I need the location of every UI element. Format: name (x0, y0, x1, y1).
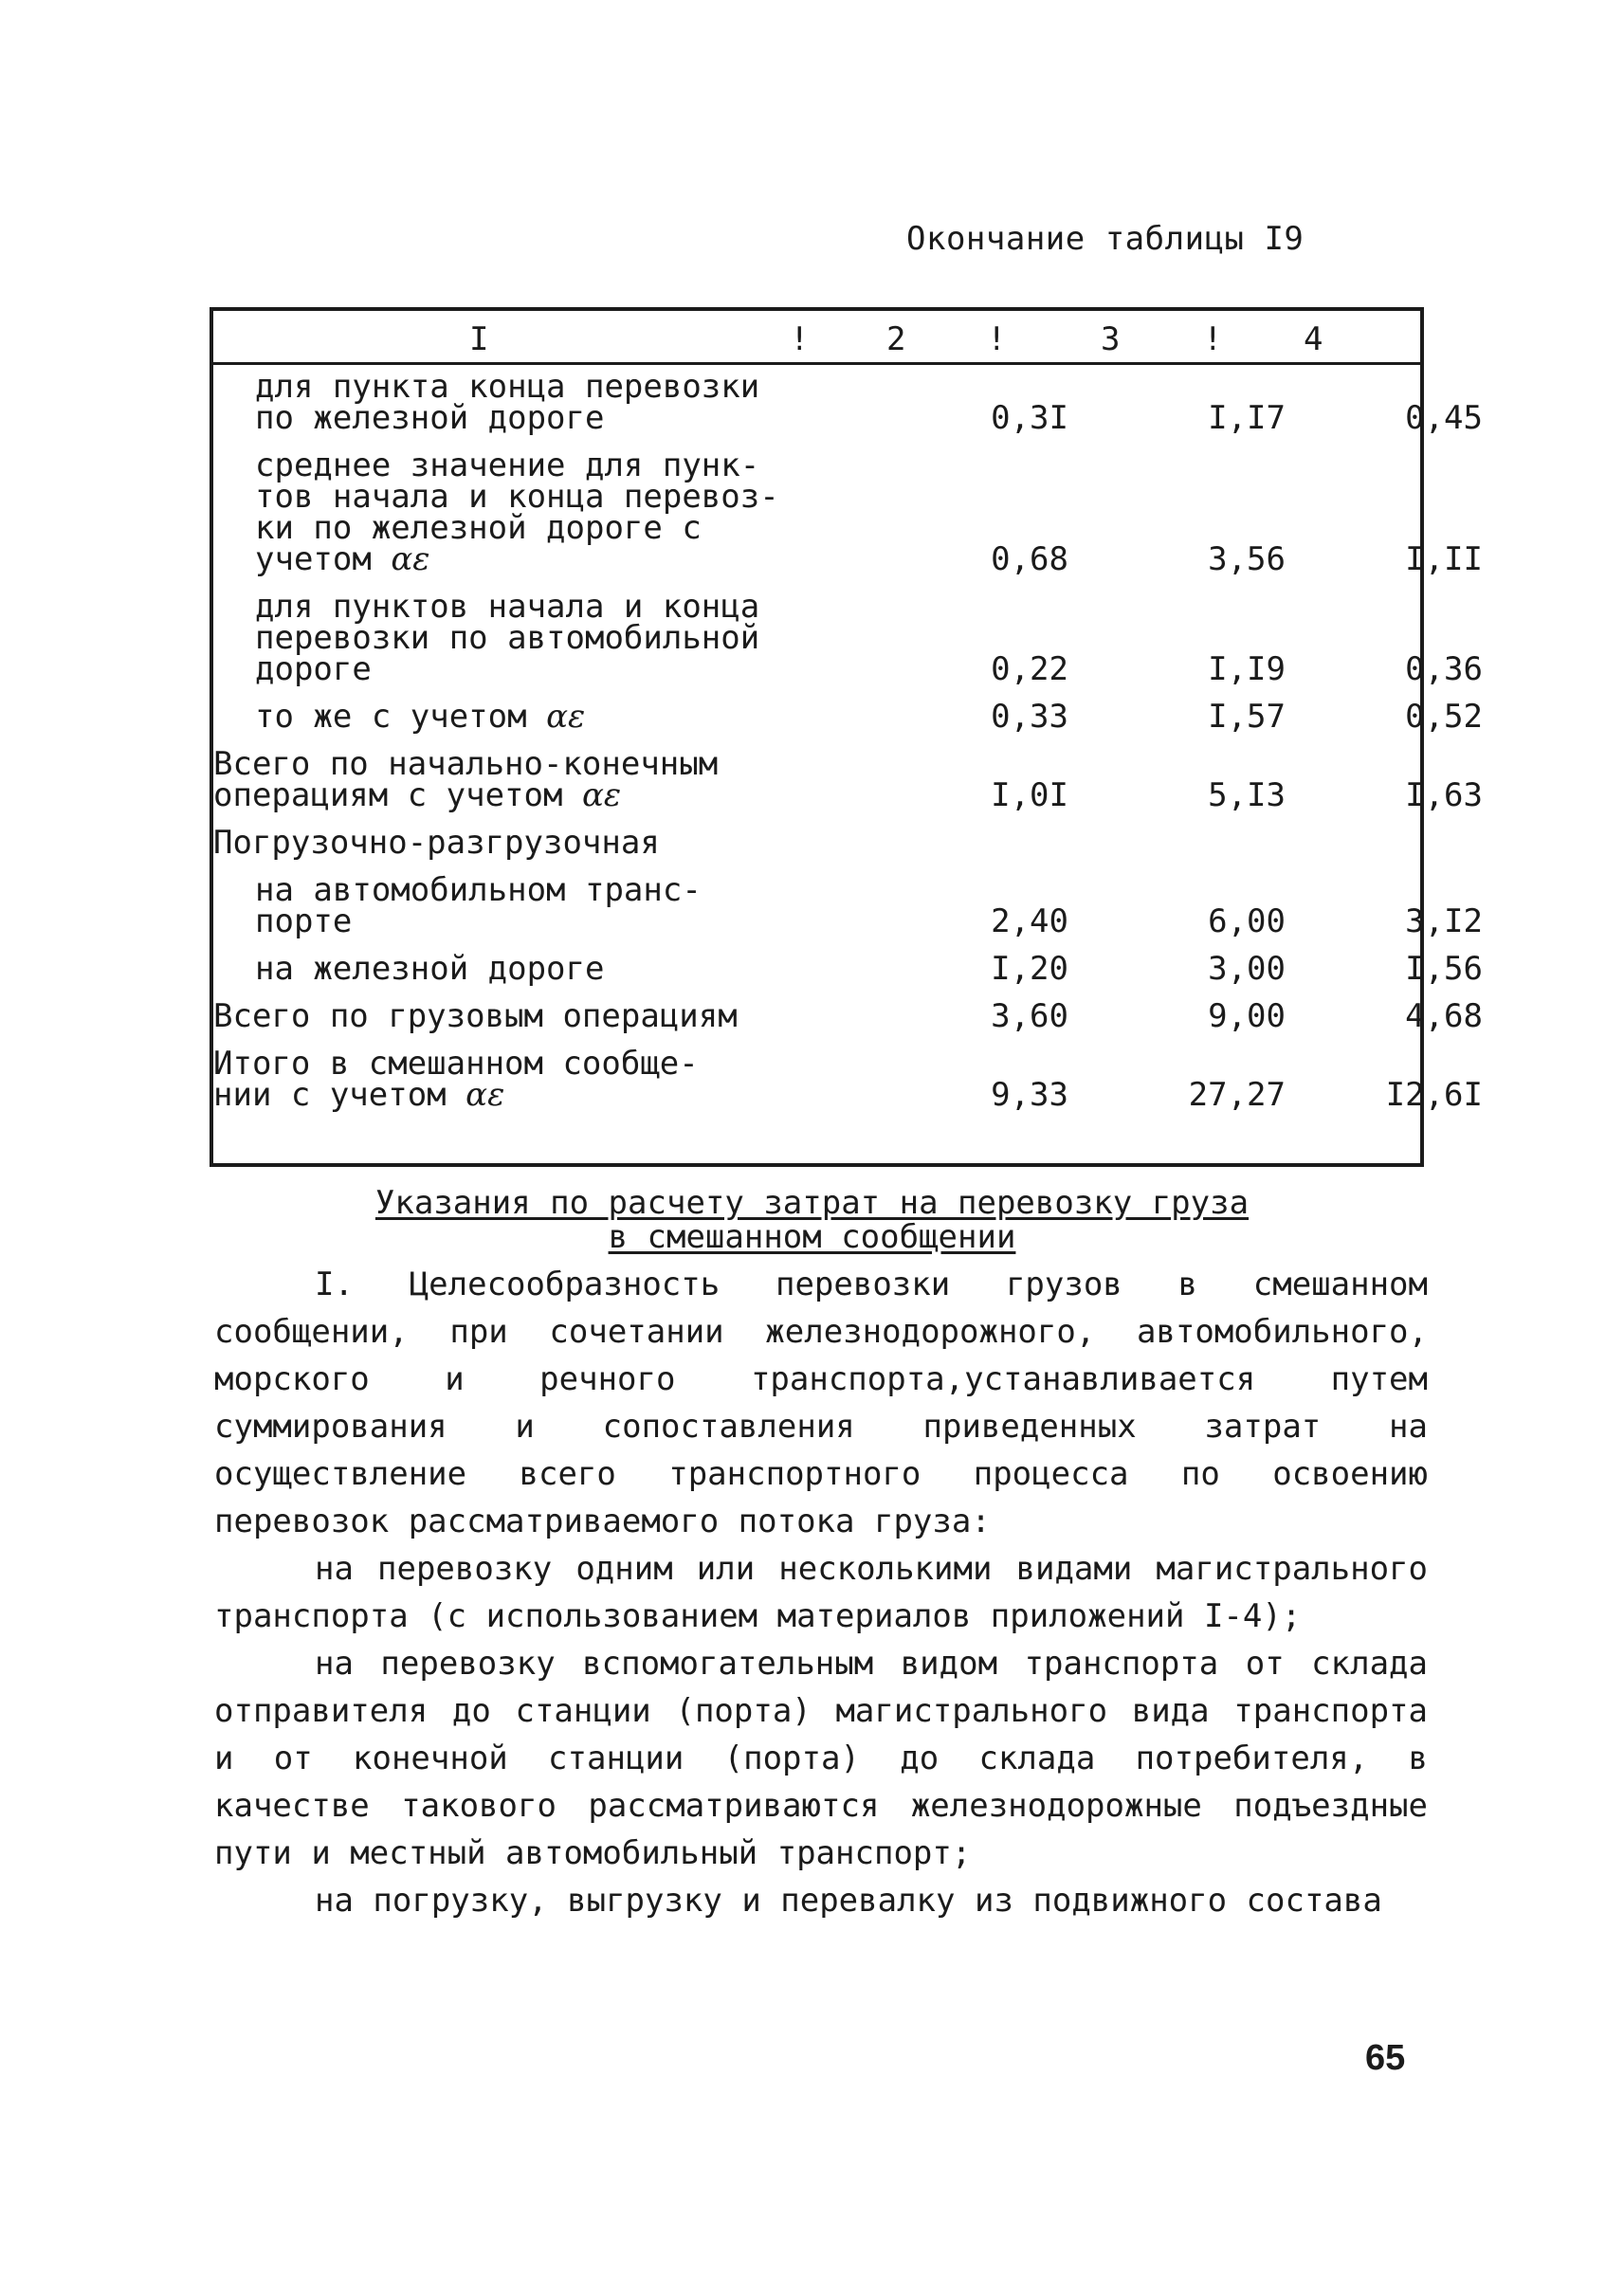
body-text (214, 1261, 1428, 1924)
paragraph: на погрузку, выгрузку и перевалку из подвижного состава (315, 1882, 1382, 1920)
cell-col3: 9,00 (1208, 997, 1286, 1035)
row-label: для пункта конца перевозки по железной дороге (255, 368, 760, 437)
cell-col3: I,I9 (1208, 650, 1286, 688)
cell-col4: 0,52 (1405, 698, 1483, 736)
table-row (213, 824, 1420, 862)
table-row (213, 997, 1483, 1035)
table-row (213, 871, 1483, 940)
section-heading-line-1: Указания по расчету затрат на перевозку груза (374, 1184, 1250, 1222)
column-header-2: 2 (886, 320, 906, 358)
table-row (213, 1045, 1483, 1114)
row-label: Итого в смешанном сообще- нии с учетом (213, 1045, 699, 1114)
column-header-4: 4 (1304, 320, 1323, 358)
cell-col3: 3,00 (1208, 950, 1286, 988)
cell-col3: 27,27 (1188, 1076, 1286, 1114)
alpha-epsilon-symbol: αε (391, 540, 430, 578)
cell-col4: 3,I2 (1405, 902, 1483, 940)
cell-col4: I,56 (1405, 950, 1483, 988)
cell-col2: 9,33 (991, 1076, 1068, 1114)
table-row (213, 698, 1483, 736)
paragraph: на перевозку одним или несколькими видами магистрального транспорта (с использованием материалов приложений I-4); (214, 1550, 1428, 1635)
cell-col4: I,63 (1405, 776, 1483, 814)
cell-col3: 3,56 (1208, 540, 1286, 578)
cell-col4: 0,36 (1405, 650, 1483, 688)
cell-col4: I,II (1405, 540, 1483, 578)
table-row (213, 588, 1483, 688)
table-row (213, 446, 1483, 578)
column-header-3: 3 (1101, 320, 1121, 358)
row-label: то же с учетом (255, 698, 527, 736)
row-label: на автомобильном транс- порте (255, 871, 702, 940)
alpha-epsilon-symbol: αε (465, 1076, 505, 1114)
column-separator: ! (1203, 320, 1223, 358)
row-label: среднее значение для пунк- тов начала и конца перевоз- ки по железной дороге с учетом (255, 446, 779, 578)
row-label: на железной дороге (255, 950, 605, 988)
section-heading-line-2: в смешанном сообщении (608, 1218, 1016, 1256)
table-row (213, 950, 1483, 988)
cell-col3: I,I7 (1208, 399, 1286, 437)
cell-col4: I2,6I (1385, 1076, 1483, 1114)
cell-col2: I,20 (991, 950, 1068, 988)
row-label: Всего по начально-конечным операциям с учетом (213, 745, 719, 814)
row-label: Погрузочно-разгрузочная (213, 824, 660, 862)
cell-col2: 0,68 (991, 540, 1068, 578)
section-heading (0, 1184, 1624, 1222)
alpha-epsilon-symbol: αε (546, 698, 586, 736)
column-header-1: I (469, 320, 489, 358)
cell-col2: 0,22 (991, 650, 1068, 688)
row-label: для пунктов начала и конца перевозки по автомобильной дороге (255, 588, 760, 688)
cell-col2: 0,33 (991, 698, 1068, 736)
table-body (213, 368, 1483, 1114)
alpha-epsilon-symbol: αε (581, 776, 622, 814)
cell-col2: 3,60 (991, 997, 1068, 1035)
column-separator: ! (790, 320, 810, 358)
cell-col2: I,0I (991, 776, 1068, 814)
cell-col3: 5,I3 (1208, 776, 1286, 814)
table-row (213, 745, 1483, 814)
table-top-border (210, 307, 1424, 311)
section-heading-continued (0, 1218, 1624, 1256)
cost-table (210, 307, 1483, 1167)
table-caption: Окончание таблицы I9 (906, 220, 1305, 258)
cell-col4: 0,45 (1405, 399, 1483, 437)
cell-col3: 6,00 (1208, 902, 1286, 940)
table-bottom-border (210, 1163, 1424, 1167)
paragraph: I. Целесообразность перевозки грузов в смешанном сообщении, при сочетании железнодорожного, автомобильного, морского и речного транспорта,устанавливается путем суммирования и сопоставления приведенных затрат на осуществление всего транспортного процесса по освоению перевозок рассматриваемого потока груза: (214, 1266, 1428, 1540)
cell-col2: 0,3I (991, 399, 1068, 437)
cell-col4: 4,68 (1405, 997, 1483, 1035)
cell-col3: I,57 (1208, 698, 1286, 736)
row-label: Всего по грузовым операциям (213, 997, 738, 1035)
paragraph: на перевозку вспомогательным видом транспорта от склада отправителя до станции (порта) магистрального вида транспорта и от конечной станции (порта) до склада потребителя, в качестве такового рассматриваются железнодорожные подъездные пути и местный автомобильный транспорт; (214, 1645, 1428, 1872)
cell-col2: 2,40 (991, 902, 1068, 940)
table-row (213, 368, 1483, 437)
column-separator: ! (987, 320, 1007, 358)
table-header-rule (210, 362, 1424, 365)
page-number: 65 (1365, 2038, 1406, 2078)
